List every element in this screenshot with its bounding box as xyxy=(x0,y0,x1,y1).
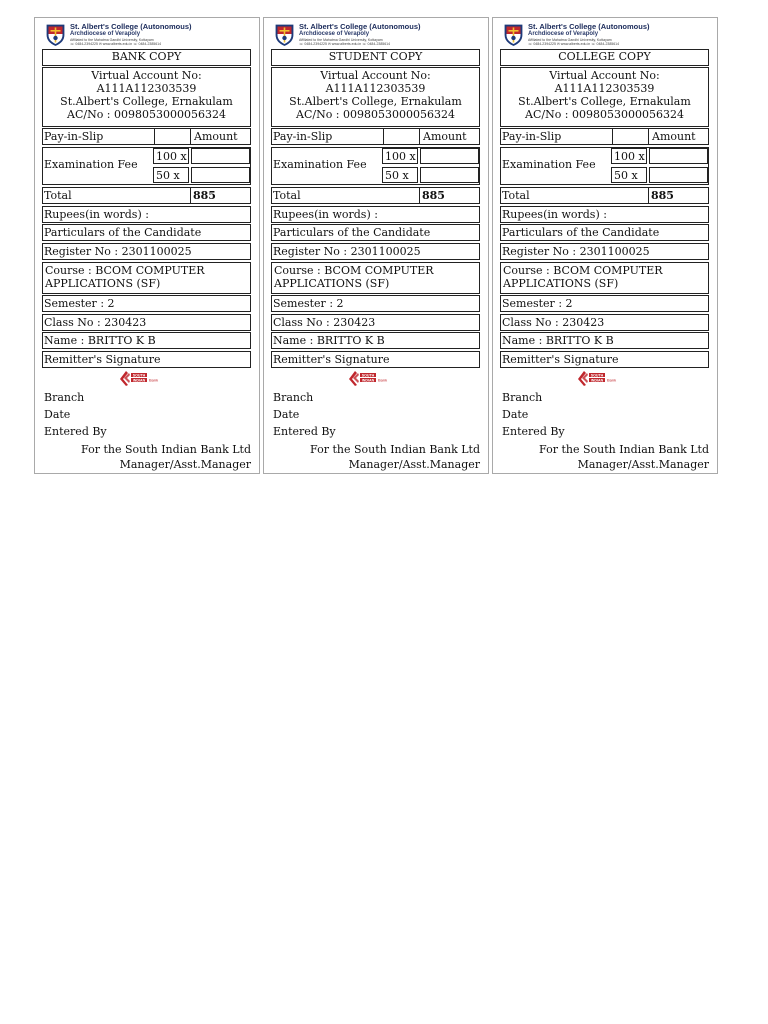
course-line-2: APPLICATIONS (SF) xyxy=(503,277,619,290)
entered-by-label: Entered By xyxy=(502,425,565,438)
south-indian-bank-logo-icon xyxy=(118,369,166,387)
remitter-signature-label: Remitter's Signature xyxy=(273,353,390,366)
class-no: Class No : 230423 xyxy=(44,316,147,329)
south-indian-bank-logo-icon xyxy=(347,369,395,387)
branch-label: Branch xyxy=(44,391,85,404)
pay-in-slip-row xyxy=(271,128,480,145)
particulars-row xyxy=(500,224,709,241)
date-label: Date xyxy=(44,408,71,421)
logo-text-line2: INDIAN xyxy=(361,378,375,383)
college-name: St. Albert's College (Autonomous) xyxy=(70,22,192,31)
denom-50-amount-cell xyxy=(191,167,250,183)
pay-in-slip-row xyxy=(500,128,709,145)
college-header-text xyxy=(70,23,250,46)
logo-text-line3: Bank xyxy=(378,377,388,383)
virtual-account-number: A111A112303539 xyxy=(325,82,426,95)
total-row xyxy=(42,187,251,204)
copy-label: BANK COPY xyxy=(111,50,182,63)
rupees-words-row xyxy=(500,206,709,223)
denomination-header-cell xyxy=(154,129,190,144)
manager-label: Manager/Asst.Manager xyxy=(119,458,251,471)
examination-fee-row xyxy=(42,147,251,185)
denom-50-amount-cell xyxy=(420,167,479,183)
semester: Semester : 2 xyxy=(273,297,344,310)
logo-text-line2: INDIAN xyxy=(590,378,604,383)
college-header xyxy=(271,21,480,49)
college-crest-icon xyxy=(504,24,523,46)
affiliation-text: Affiliated to the Mahatma Gandhi University, Kottayam xyxy=(70,38,154,42)
college-header-text xyxy=(528,23,708,46)
remitter-signature-label: Remitter's Signature xyxy=(44,353,161,366)
total-row xyxy=(500,187,709,204)
virtual-account-label: Virtual Account No: xyxy=(91,69,202,82)
amount-header-cell xyxy=(648,129,708,144)
virtual-account-label: Virtual Account No: xyxy=(549,69,660,82)
denom-50-cell xyxy=(153,167,189,183)
total-value: 885 xyxy=(193,189,216,202)
total-amount-cell xyxy=(190,188,250,203)
denom-100-cell xyxy=(382,148,418,164)
logo-text-line2: INDIAN xyxy=(132,378,146,383)
semester: Semester : 2 xyxy=(44,297,115,310)
denom-100-amount-cell xyxy=(191,148,250,164)
remitter-signature-label: Remitter's Signature xyxy=(502,353,619,366)
for-bank-label: For the South Indian Bank Ltd xyxy=(81,443,251,456)
rupees-words-label: Rupees(in words) : xyxy=(502,208,607,221)
class-no: Class No : 230423 xyxy=(502,316,605,329)
amount-header-cell xyxy=(419,129,479,144)
denomination-grid xyxy=(611,148,708,184)
name-row xyxy=(42,332,251,349)
register-no-row xyxy=(42,243,251,260)
rupees-words-label: Rupees(in words) : xyxy=(44,208,149,221)
logo-text-line1: SOUTH xyxy=(590,373,604,378)
particulars-row xyxy=(42,224,251,241)
date-label: Date xyxy=(273,408,300,421)
particulars-label: Particulars of the Candidate xyxy=(44,226,202,239)
semester-row xyxy=(42,295,251,312)
course-row xyxy=(42,262,251,294)
particulars-row xyxy=(271,224,480,241)
college-header xyxy=(42,21,251,49)
college-crest-icon xyxy=(275,24,294,46)
semester-row xyxy=(500,295,709,312)
for-bank-label: For the South Indian Bank Ltd xyxy=(539,443,709,456)
total-label: Total xyxy=(44,189,72,202)
archdiocese-name: Archdiocese of Verapoly xyxy=(299,31,370,37)
logo-text-line1: SOUTH xyxy=(132,373,146,378)
affiliation-text: Affiliated to the Mahatma Gandhi University, Kottayam xyxy=(528,38,612,42)
logo-text-line3: Bank xyxy=(149,377,159,383)
class-no: Class No : 230423 xyxy=(273,316,376,329)
account-box xyxy=(500,67,709,127)
examination-fee-row xyxy=(500,147,709,185)
course-text xyxy=(273,264,434,290)
denom-100-amount-cell xyxy=(420,148,479,164)
name-row xyxy=(271,332,480,349)
denom-50-amount-cell xyxy=(649,167,708,183)
examination-fee-label: Examination Fee xyxy=(273,158,367,171)
class-no-row xyxy=(271,314,480,331)
denom-100-amount-cell xyxy=(649,148,708,164)
total-value: 885 xyxy=(422,189,445,202)
candidate-name: Name : BRITTO K B xyxy=(273,334,385,347)
total-row xyxy=(271,187,480,204)
college-crest-icon xyxy=(46,24,65,46)
particulars-label: Particulars of the Candidate xyxy=(502,226,660,239)
class-no-row xyxy=(42,314,251,331)
slip-content xyxy=(42,21,251,471)
slip-content xyxy=(500,21,709,471)
date-label: Date xyxy=(502,408,529,421)
college-line: St.Albert's College, Ernakulam xyxy=(60,95,233,108)
virtual-account-number: A111A112303539 xyxy=(96,82,197,95)
register-no: Register No : 2301100025 xyxy=(502,245,650,258)
course-text xyxy=(502,264,663,290)
copy-label-box xyxy=(500,49,709,66)
amount-header-cell xyxy=(190,129,250,144)
pay-in-slip-row xyxy=(42,128,251,145)
particulars-label: Particulars of the Candidate xyxy=(273,226,431,239)
course-text xyxy=(44,264,205,290)
slip-content xyxy=(271,21,480,471)
amount-label: Amount xyxy=(194,130,238,143)
remitter-signature-row xyxy=(500,351,709,368)
payment-slip-3 xyxy=(492,17,718,474)
denom-100-cell xyxy=(153,148,189,164)
denomination-header-cell xyxy=(383,129,419,144)
denom-100-label: 100 x xyxy=(614,150,645,163)
copy-label-box xyxy=(42,49,251,66)
denom-100-cell xyxy=(611,148,647,164)
college-name: St. Albert's College (Autonomous) xyxy=(528,22,650,31)
account-number: AC/No : 0098053000056324 xyxy=(525,108,684,121)
denomination-grid xyxy=(153,148,250,184)
pay-in-slip-label: Pay-in-Slip xyxy=(502,130,562,143)
denom-50-cell xyxy=(611,167,647,183)
manager-label: Manager/Asst.Manager xyxy=(348,458,480,471)
denom-50-label: 50 x xyxy=(614,169,638,182)
affiliation-text: Affiliated to the Mahatma Gandhi University, Kottayam xyxy=(299,38,383,42)
pay-in-slip-label: Pay-in-Slip xyxy=(273,130,333,143)
contact-text: ☏ 0484-2394225 ✉ www.alberts.edu.in ☏ 0484-2385614 xyxy=(70,42,162,46)
pay-in-slip-label: Pay-in-Slip xyxy=(44,130,104,143)
account-box xyxy=(271,67,480,127)
denom-100-label: 100 x xyxy=(385,150,416,163)
amount-label: Amount xyxy=(652,130,696,143)
copy-label: COLLEGE COPY xyxy=(558,50,651,63)
south-indian-bank-logo-icon xyxy=(576,369,624,387)
total-amount-cell xyxy=(419,188,479,203)
for-bank-label: For the South Indian Bank Ltd xyxy=(310,443,480,456)
examination-fee-row xyxy=(271,147,480,185)
contact-text: ☏ 0484-2394225 ✉ www.alberts.edu.in ☏ 0484-2385614 xyxy=(528,42,620,46)
remitter-signature-row xyxy=(42,351,251,368)
course-row xyxy=(500,262,709,294)
examination-fee-label: Examination Fee xyxy=(44,158,138,171)
branch-label: Branch xyxy=(502,391,543,404)
total-value: 885 xyxy=(651,189,674,202)
logo-text-line1: SOUTH xyxy=(361,373,375,378)
name-row xyxy=(500,332,709,349)
account-number: AC/No : 0098053000056324 xyxy=(296,108,455,121)
entered-by-label: Entered By xyxy=(44,425,107,438)
course-line-2: APPLICATIONS (SF) xyxy=(274,277,390,290)
remitter-signature-row xyxy=(271,351,480,368)
copy-label-box xyxy=(271,49,480,66)
rupees-words-label: Rupees(in words) : xyxy=(273,208,378,221)
archdiocese-name: Archdiocese of Verapoly xyxy=(70,31,141,37)
virtual-account-number: A111A112303539 xyxy=(554,82,655,95)
archdiocese-name: Archdiocese of Verapoly xyxy=(528,31,599,37)
course-line-1: Course : BCOM COMPUTER xyxy=(274,264,434,277)
course-line-1: Course : BCOM COMPUTER xyxy=(45,264,205,277)
amount-label: Amount xyxy=(423,130,467,143)
college-line: St.Albert's College, Ernakulam xyxy=(289,95,462,108)
account-number: AC/No : 0098053000056324 xyxy=(67,108,226,121)
copy-label: STUDENT COPY xyxy=(328,50,423,63)
semester-row xyxy=(271,295,480,312)
total-label: Total xyxy=(502,189,530,202)
total-amount-cell xyxy=(648,188,708,203)
register-no-row xyxy=(500,243,709,260)
total-label: Total xyxy=(273,189,301,202)
register-no-row xyxy=(271,243,480,260)
denom-50-cell xyxy=(382,167,418,183)
examination-fee-label: Examination Fee xyxy=(502,158,596,171)
semester: Semester : 2 xyxy=(502,297,573,310)
register-no: Register No : 2301100025 xyxy=(44,245,192,258)
college-name: St. Albert's College (Autonomous) xyxy=(299,22,421,31)
college-header xyxy=(500,21,709,49)
payment-slip-2 xyxy=(263,17,489,474)
rupees-words-row xyxy=(42,206,251,223)
college-line: St.Albert's College, Ernakulam xyxy=(518,95,691,108)
account-box xyxy=(42,67,251,127)
branch-label: Branch xyxy=(273,391,314,404)
rupees-words-row xyxy=(271,206,480,223)
class-no-row xyxy=(500,314,709,331)
denom-50-label: 50 x xyxy=(156,169,180,182)
candidate-name: Name : BRITTO K B xyxy=(502,334,614,347)
denom-50-label: 50 x xyxy=(385,169,409,182)
payment-slip-1 xyxy=(34,17,260,474)
logo-text-line3: Bank xyxy=(607,377,617,383)
denomination-grid xyxy=(382,148,479,184)
denom-100-label: 100 x xyxy=(156,150,187,163)
contact-text: ☏ 0484-2394225 ✉ www.alberts.edu.in ☏ 0484-2385614 xyxy=(299,42,391,46)
candidate-name: Name : BRITTO K B xyxy=(44,334,156,347)
course-line-1: Course : BCOM COMPUTER xyxy=(503,264,663,277)
denomination-header-cell xyxy=(612,129,648,144)
register-no: Register No : 2301100025 xyxy=(273,245,421,258)
virtual-account-label: Virtual Account No: xyxy=(320,69,431,82)
entered-by-label: Entered By xyxy=(273,425,336,438)
college-header-text xyxy=(299,23,479,46)
course-line-2: APPLICATIONS (SF) xyxy=(45,277,161,290)
course-row xyxy=(271,262,480,294)
manager-label: Manager/Asst.Manager xyxy=(577,458,709,471)
